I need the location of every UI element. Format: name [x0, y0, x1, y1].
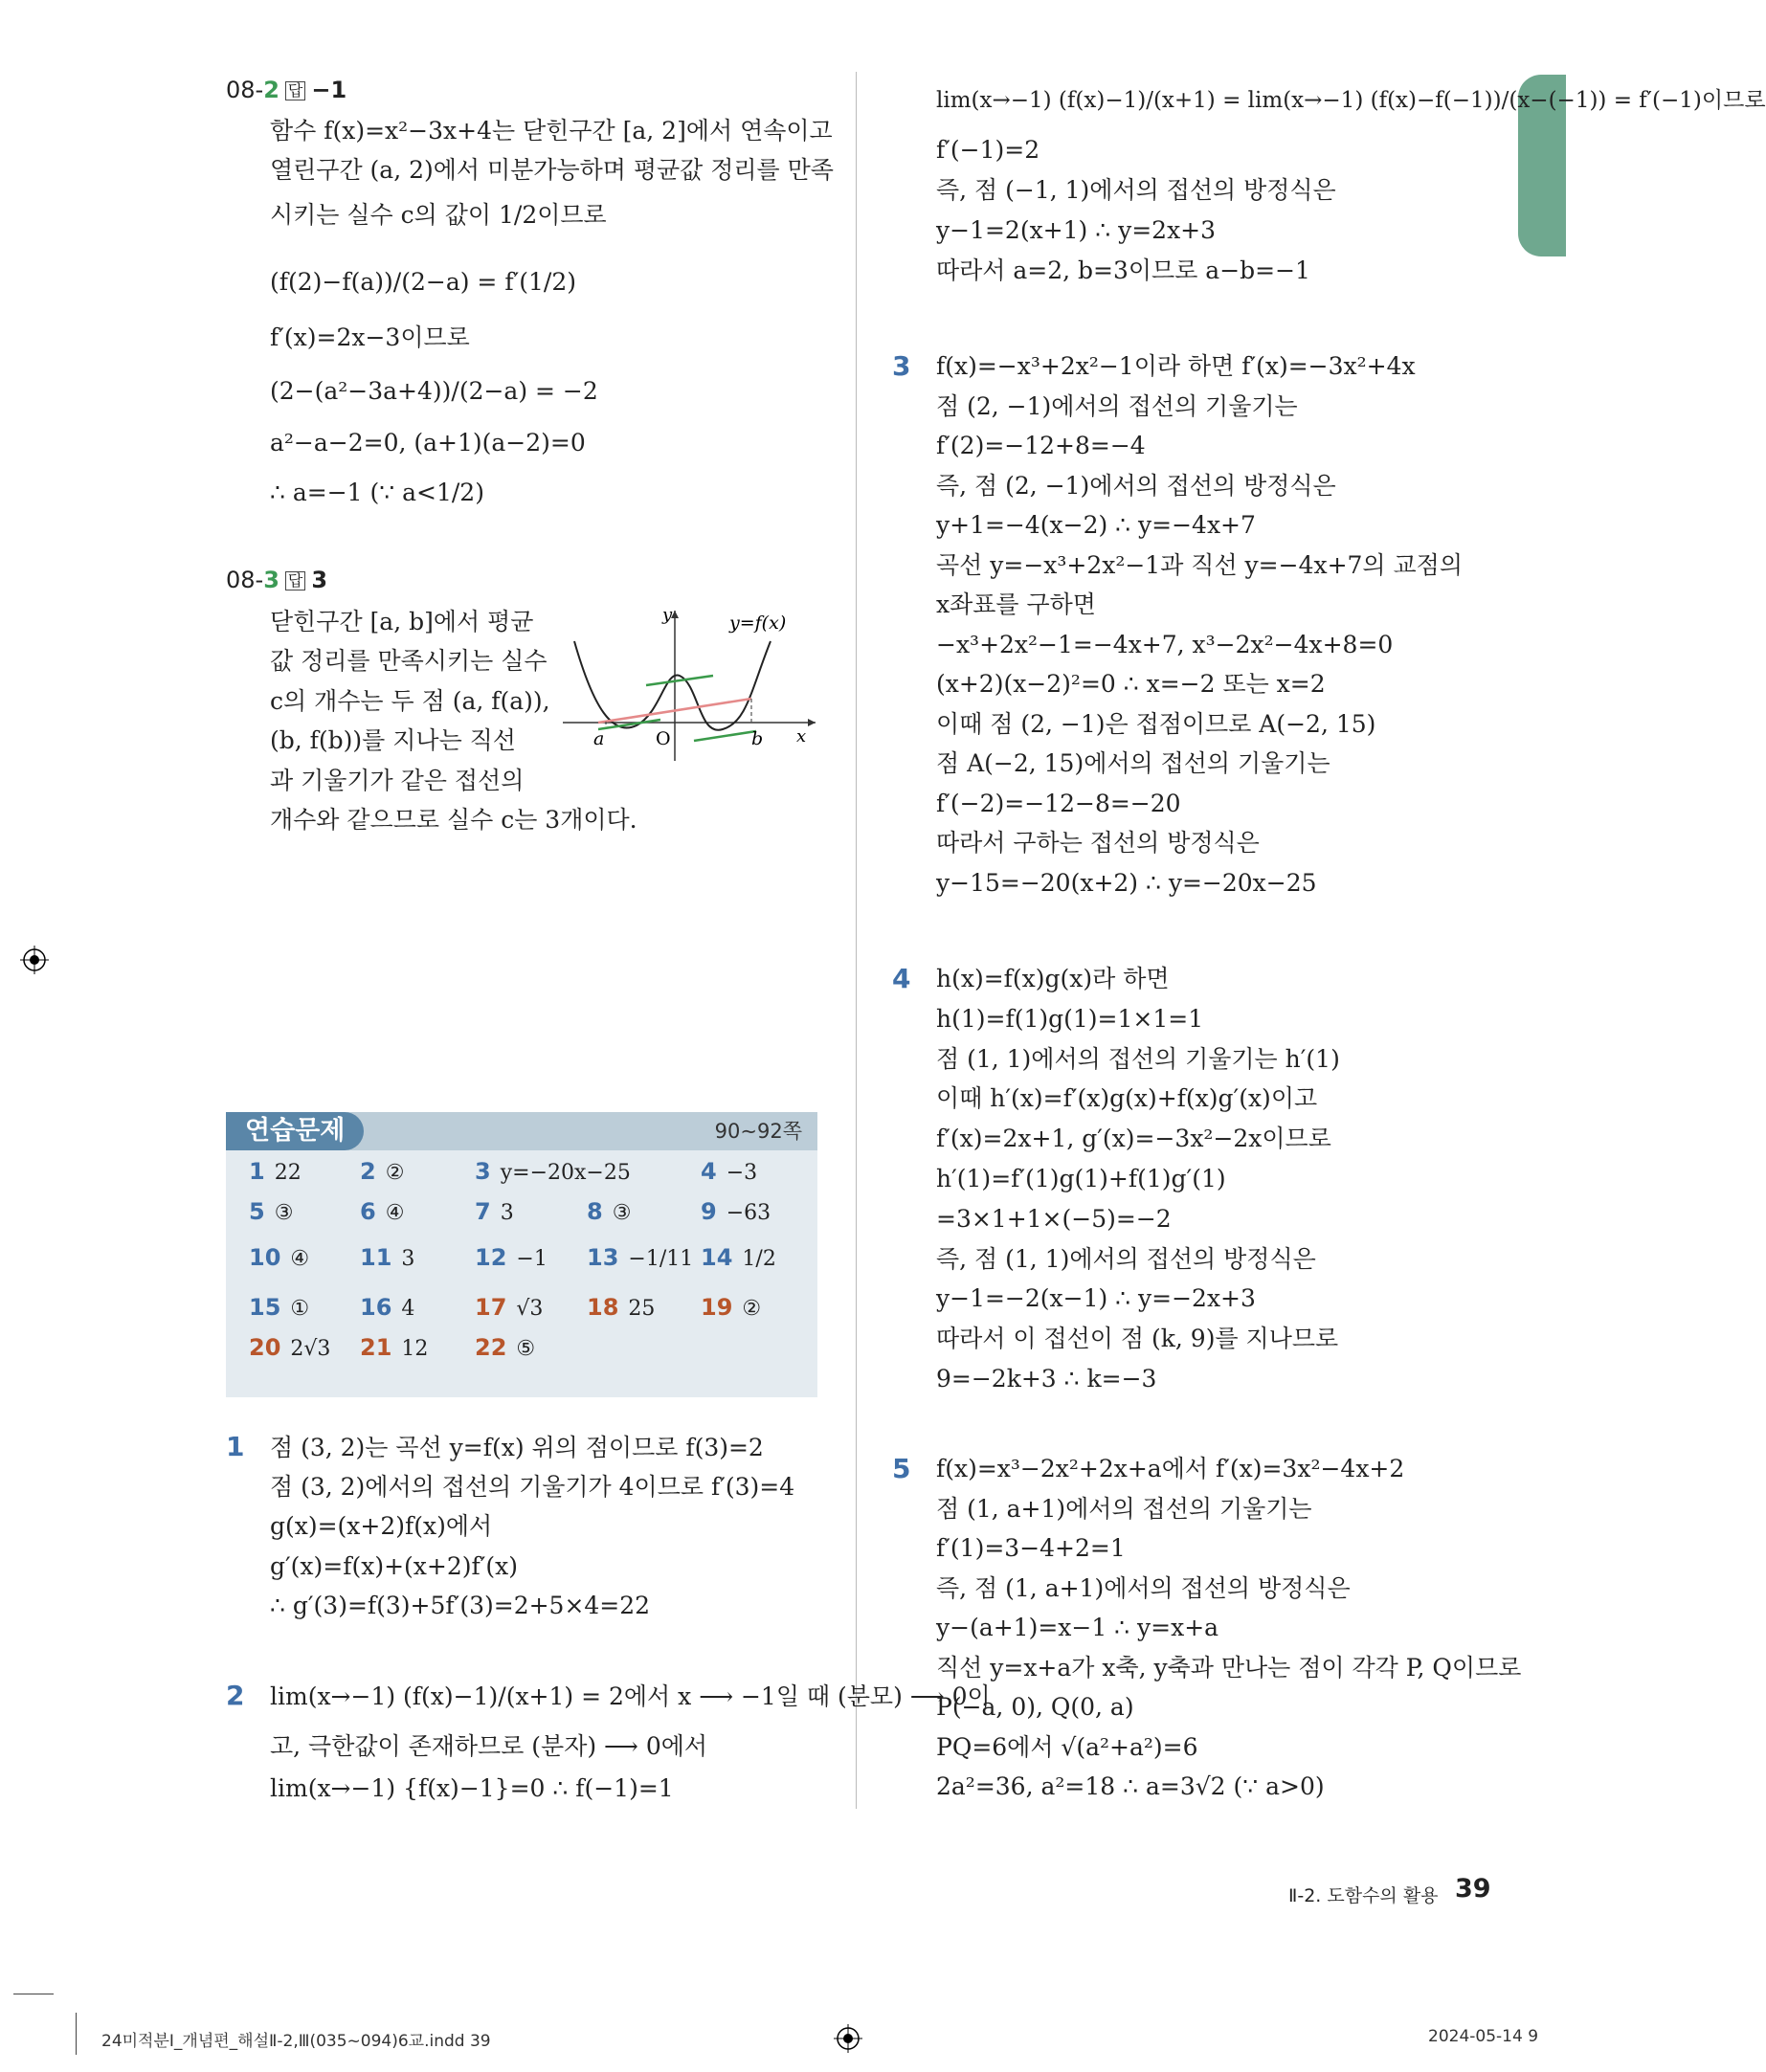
solution-number: 1	[226, 1431, 245, 1462]
solution-line: lim(x→−1) (f(x)−1)/(x+1) = lim(x→−1) (f(x)−f(−1))/(x−(−1)) = f′(−1)이므로	[936, 88, 1766, 113]
solution-line: −x³+2x²−1=−4x+7, x³−2x²−4x+8=0	[936, 630, 1394, 658]
practice-answer-number: 11	[360, 1244, 392, 1271]
solution-line: y−(a+1)=x−1 ∴ y=x+a	[936, 1614, 1219, 1641]
solution-line: f′(−2)=−12−8=−20	[936, 789, 1181, 817]
x-axis-label: x	[796, 726, 807, 746]
practice-answer-number: 2	[360, 1158, 376, 1185]
solution-line: 따라서 a=2, b=3이므로 a−b=−1	[936, 256, 1310, 284]
practice-answer	[360, 1244, 414, 1271]
practice-answer-value: ②	[742, 1297, 762, 1321]
practice-answer	[701, 1244, 776, 1271]
solution-number: 3	[892, 350, 911, 382]
solution-line: c의 개수는 두 점 (a, f(a)),	[270, 687, 550, 715]
solution-line: f′(x)=2x−3이므로	[270, 323, 470, 351]
solution-line: P(−a, 0), Q(0, a)	[936, 1693, 1134, 1721]
practice-answer-value: 25	[628, 1297, 656, 1321]
practice-answer	[587, 1244, 693, 1271]
problem-label-number: 3	[263, 567, 279, 593]
practice-answer	[475, 1158, 631, 1185]
practice-answer	[360, 1334, 428, 1361]
solution-line: 점 (1, 1)에서의 접선의 기울기는 h′(1)	[936, 1044, 1340, 1073]
practice-answer-value: y=−20x−25	[500, 1161, 631, 1185]
solution-line: h(1)=f(1)g(1)=1×1=1	[936, 1004, 1204, 1033]
practice-answer-number: 4	[701, 1158, 717, 1185]
practice-answer-number: 22	[475, 1334, 507, 1361]
solution-line: f′(−1)=2	[936, 136, 1040, 164]
practice-answer	[360, 1158, 404, 1185]
solution-line: 직선 y=x+a가 x축, y축과 만나는 점이 각각 P, Q이므로	[936, 1653, 1522, 1682]
solution-line: g(x)=(x+2)f(x)에서	[270, 1512, 493, 1540]
answer-badge: 답	[285, 571, 305, 590]
practice-answer-number: 21	[360, 1334, 392, 1361]
solution-line: (b, f(b))를 지나는 직선	[270, 726, 516, 754]
solution-line: g′(x)=f(x)+(x+2)f′(x)	[270, 1552, 519, 1580]
solution-line: 이때 점 (2, −1)은 접점이므로 A(−2, 15)	[936, 709, 1376, 738]
practice-answer-value: 3	[401, 1247, 415, 1271]
solution-line: 점 (2, −1)에서의 접선의 기울기는	[936, 391, 1298, 420]
practice-answer-number: 20	[249, 1334, 281, 1361]
solution-line: 시키는 실수 c의 값이 1/2이므로	[270, 201, 607, 229]
practice-answer	[249, 1294, 309, 1321]
practice-answer	[249, 1198, 293, 1225]
practice-answer-number: 8	[587, 1198, 603, 1225]
practice-answer	[360, 1198, 404, 1225]
solution-line: (x+2)(x−2)²=0 ∴ x=−2 또는 x=2	[936, 670, 1326, 698]
practice-answer	[587, 1294, 655, 1321]
origin-label: O	[656, 728, 671, 749]
curve	[574, 641, 771, 730]
solution-line: ∴ g′(3)=f(3)+5f′(3)=2+5×4=22	[270, 1592, 651, 1619]
solution-line: 이때 h′(x)=f′(x)g(x)+f(x)g′(x)이고	[936, 1084, 1318, 1113]
solution-line: 9=−2k+3 ∴ k=−3	[936, 1365, 1157, 1392]
solution-line: 점 (3, 2)는 곡선 y=f(x) 위의 점이므로 f(3)=2	[270, 1434, 764, 1461]
registration-mark-icon	[834, 2024, 862, 2053]
solution-number: 2	[226, 1680, 245, 1711]
practice-answer-value: √3	[516, 1297, 544, 1321]
practice-answer	[701, 1158, 757, 1185]
problem-label-number: 2	[263, 77, 279, 103]
solution-line: ∴ a=−1 (∵ a<1/2)	[270, 479, 484, 506]
practice-answer-number: 14	[701, 1244, 733, 1271]
practice-answer-number: 1	[249, 1158, 265, 1185]
page-number: 39	[1455, 1874, 1491, 1904]
practice-pages: 90∼92쪽	[714, 1120, 802, 1143]
section-title: Ⅱ-2. 도함수의 활용	[1288, 1885, 1439, 1906]
solution-line: 값 정리를 만족시키는 실수	[270, 647, 548, 675]
practice-answer	[475, 1244, 548, 1271]
solution-line: 함수 f(x)=x²−3x+4는 닫힌구간 [a, 2]에서 연속이고	[270, 117, 833, 145]
practice-answer-value: −1/11	[628, 1247, 694, 1271]
solution-line: 고, 극한값이 존재하므로 (분자) ⟶ 0에서	[270, 1732, 708, 1760]
practice-answer	[701, 1198, 771, 1225]
curve-label: y=f(x)	[729, 613, 787, 634]
practice-answer-number: 18	[587, 1294, 619, 1321]
answer-value: 3	[311, 567, 328, 593]
problem-08-2-header	[226, 77, 346, 103]
practice-answer-number: 9	[701, 1198, 717, 1225]
solution-number: 5	[892, 1453, 911, 1484]
solution-line: 2a²=36, a²=18 ∴ a=3√2 (∵ a>0)	[936, 1772, 1325, 1800]
tangent-line	[646, 676, 713, 685]
practice-answer-value: −1	[516, 1247, 548, 1271]
answer-value: −1	[311, 77, 347, 103]
solution-line: 점 (1, a+1)에서의 접선의 기울기는	[936, 1494, 1312, 1523]
solution-line: 열린구간 (a, 2)에서 미분가능하며 평균값 정리를 만족	[270, 156, 834, 184]
solution-line: y−15=−20(x+2) ∴ y=−20x−25	[936, 868, 1317, 897]
solution-line: (f(2)−f(a))/(2−a) = f′(1/2)	[270, 268, 576, 296]
practice-title: 연습문제	[226, 1112, 364, 1150]
footer-date: 2024-05-14 9	[1428, 2027, 1539, 2046]
practice-answer-number: 5	[249, 1198, 265, 1225]
practice-answer	[360, 1294, 414, 1321]
practice-answer	[475, 1334, 535, 1361]
solution-line: f′(2)=−12+8=−4	[936, 432, 1146, 459]
x-axis-arrow	[808, 719, 816, 726]
practice-answer	[249, 1334, 330, 1361]
problem-label-prefix: 08-	[226, 77, 264, 103]
solution-line: =3×1+1×(−5)=−2	[936, 1204, 1172, 1233]
solution-line: lim(x→−1) {f(x)−1}=0 ∴ f(−1)=1	[270, 1774, 674, 1802]
practice-answer-number: 19	[701, 1294, 733, 1321]
practice-answers-box	[226, 1112, 817, 1397]
solution-line: 과 기울기가 같은 접선의	[270, 767, 525, 794]
practice-answer	[475, 1198, 514, 1225]
practice-answer-value: 1/2	[742, 1247, 776, 1271]
solution-line: 점 (3, 2)에서의 접선의 기울기가 4이므로 f′(3)=4	[270, 1473, 795, 1501]
footer-file-name: 24미적분Ⅰ_개념편_해설Ⅱ-2,Ⅲ(035~094)6교.indd 39	[101, 2032, 491, 2051]
solution-line: 즉, 점 (1, 1)에서의 접선의 방정식은	[936, 1244, 1316, 1273]
solution-line: 즉, 점 (1, a+1)에서의 접선의 방정식은	[936, 1573, 1351, 1602]
practice-answer-value: 3	[500, 1201, 514, 1225]
problem-label-prefix: 08-	[226, 567, 264, 593]
practice-answer-value: 2√3	[290, 1337, 331, 1361]
solution-line: 개수와 같으므로 실수 c는 3개이다.	[270, 806, 637, 834]
solution-line: f(x)=−x³+2x²−1이라 하면 f′(x)=−3x²+4x	[936, 352, 1416, 380]
practice-answer	[701, 1294, 761, 1321]
solution-line: 즉, 점 (2, −1)에서의 접선의 방정식은	[936, 471, 1336, 500]
practice-answer-value: 22	[274, 1161, 302, 1185]
practice-answer-value: ⑤	[516, 1337, 536, 1361]
practice-answer	[249, 1158, 302, 1185]
b-label: b	[751, 728, 764, 749]
practice-answer-value: −3	[726, 1161, 758, 1185]
solution-line: a²−a−2=0, (a+1)(a−2)=0	[270, 429, 586, 457]
practice-answer-number: 16	[360, 1294, 392, 1321]
answer-badge: 답	[285, 81, 305, 100]
solution-line: 따라서 구하는 접선의 방정식은	[936, 829, 1260, 857]
solution-line: f(x)=x³−2x²+2x+a에서 f′(x)=3x²−4x+2	[936, 1455, 1405, 1482]
problem-08-3-header	[226, 567, 327, 593]
solution-line: h(x)=f(x)g(x)라 하면	[936, 965, 1170, 992]
practice-answer-value: ③	[612, 1201, 632, 1225]
solution-line: 즉, 점 (−1, 1)에서의 접선의 방정식은	[936, 176, 1336, 204]
tangent-line	[694, 731, 756, 741]
practice-answer-number: 12	[475, 1244, 507, 1271]
practice-answer-number: 15	[249, 1294, 281, 1321]
solution-line: 곡선 y=−x³+2x²−1과 직선 y=−4x+7의 교점의	[936, 550, 1463, 579]
practice-answer-value: 12	[401, 1337, 429, 1361]
a-label: a	[593, 728, 605, 749]
solution-line: f′(x)=2x+1, g′(x)=−3x²−2x이므로	[936, 1125, 1331, 1153]
registration-mark-icon	[20, 946, 49, 974]
practice-answer-number: 17	[475, 1294, 507, 1321]
practice-answer-value: −63	[726, 1201, 771, 1225]
practice-answer-number: 7	[475, 1198, 491, 1225]
solution-line: 닫힌구간 [a, b]에서 평균	[270, 608, 534, 635]
practice-answer-value: ④	[290, 1247, 310, 1271]
solution-number: 4	[892, 963, 911, 994]
practice-answer-value: ①	[290, 1297, 310, 1321]
solution-line: f′(1)=3−4+2=1	[936, 1534, 1126, 1562]
practice-answer-value: 4	[401, 1297, 415, 1321]
solution-line: y+1=−4(x−2) ∴ y=−4x+7	[936, 511, 1256, 539]
y-axis-arrow	[671, 611, 679, 618]
solution-line: x좌표를 구하면	[936, 590, 1096, 618]
practice-answer-number: 10	[249, 1244, 281, 1271]
practice-answer-value: ③	[274, 1201, 294, 1225]
mean-value-graph	[555, 603, 823, 766]
solution-line: PQ=6에서 √(a²+a²)=6	[936, 1732, 1198, 1761]
solution-line: y−1=2(x+1) ∴ y=2x+3	[936, 216, 1217, 244]
column-divider	[856, 72, 857, 1809]
practice-answer-number: 13	[587, 1244, 619, 1271]
practice-answer	[475, 1294, 543, 1321]
solution-line: h′(1)=f′(1)g(1)+f(1)g′(1)	[936, 1165, 1226, 1192]
solution-line: y−1=−2(x−1) ∴ y=−2x+3	[936, 1284, 1256, 1313]
solution-line: lim(x→−1) (f(x)−1)/(x+1) = 2에서 x ⟶ −1일 때 (분모) ⟶ 0이	[270, 1682, 991, 1710]
practice-answer-value: ②	[385, 1161, 405, 1185]
practice-answer-number: 3	[475, 1158, 491, 1185]
practice-answer	[587, 1198, 631, 1225]
practice-answer-number: 6	[360, 1198, 376, 1225]
practice-answer	[249, 1244, 309, 1271]
solution-line: (2−(a²−3a+4))/(2−a) = −2	[270, 377, 598, 405]
y-axis-label: y	[662, 605, 673, 625]
solution-line: 점 A(−2, 15)에서의 접선의 기울기는	[936, 749, 1330, 777]
solution-line: 따라서 이 접선이 점 (k, 9)를 지나므로	[936, 1325, 1339, 1353]
practice-answer-value: ④	[385, 1201, 405, 1225]
